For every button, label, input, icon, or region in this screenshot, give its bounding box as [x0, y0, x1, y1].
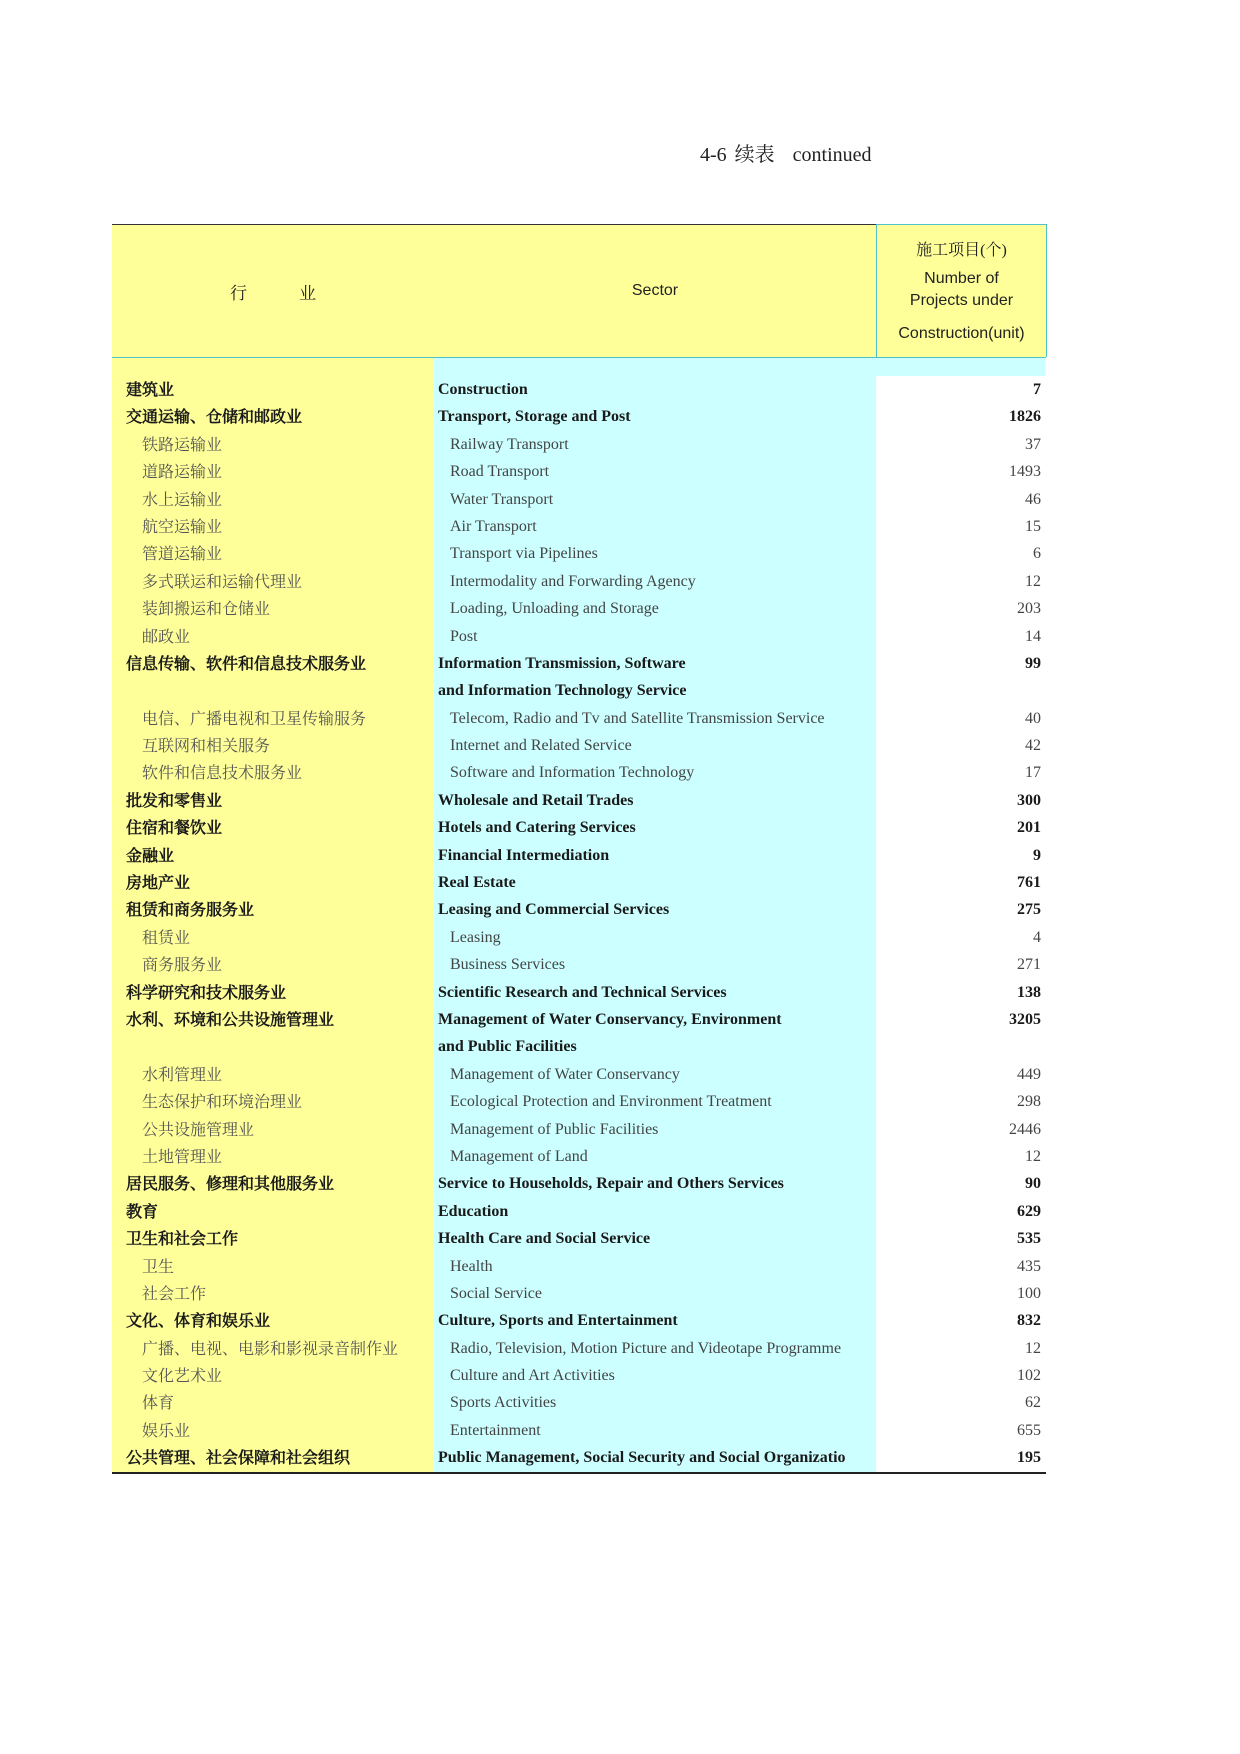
table-row — [112, 677, 1046, 704]
industry-cn-cell: 水利管理业 — [112, 1061, 434, 1088]
project-count-cell: 832 — [876, 1307, 1045, 1334]
sector-en-cell: Business Services — [434, 951, 876, 978]
table-row — [112, 896, 1046, 923]
sector-en-cell: and Information Technology Service — [434, 677, 876, 704]
sector-en-cell: Road Transport — [434, 458, 876, 485]
project-count-cell: 14 — [876, 623, 1045, 650]
industry-cn-cell: 金融业 — [112, 842, 434, 869]
project-count-cell: 203 — [876, 595, 1045, 622]
project-count-cell: 46 — [876, 486, 1045, 513]
industry-cn-cell: 装卸搬运和仓储业 — [112, 595, 434, 622]
header-value-en-line2: Projects under — [909, 291, 1014, 309]
industry-cn-cell: 多式联运和运输代理业 — [112, 568, 434, 595]
table-row — [112, 979, 1046, 1006]
project-count-cell: 42 — [876, 732, 1045, 759]
sector-en-cell: Management of Public Facilities — [434, 1116, 876, 1143]
industry-cn-cell: 卫生和社会工作 — [112, 1225, 434, 1252]
industry-cn-cell: 水利、环境和公共设施管理业 — [112, 1006, 434, 1033]
table-row — [112, 951, 1046, 978]
industry-cn-cell: 电信、广播电视和卫星传输服务 — [112, 705, 434, 732]
industry-cn-cell: 生态保护和环境治理业 — [112, 1088, 434, 1115]
table-row — [112, 431, 1046, 458]
table-row — [112, 1225, 1046, 1252]
industry-cn-cell: 批发和零售业 — [112, 787, 434, 814]
project-count-cell: 40 — [876, 705, 1045, 732]
table-row — [112, 759, 1046, 786]
table-body — [112, 376, 1046, 1474]
table-row — [112, 650, 1046, 677]
table-row — [112, 376, 1046, 403]
header-industry-cn — [112, 225, 434, 357]
table-row — [112, 1198, 1046, 1225]
sector-en-cell: Entertainment — [434, 1417, 876, 1444]
industry-cn-cell: 文化、体育和娱乐业 — [112, 1307, 434, 1334]
project-count-cell: 761 — [876, 869, 1045, 896]
table-row — [112, 787, 1046, 814]
project-count-cell: 629 — [876, 1198, 1045, 1225]
sector-en-cell: and Public Facilities — [434, 1033, 876, 1060]
project-count-cell: 99 — [876, 650, 1045, 677]
sector-en-cell: Software and Information Technology — [434, 759, 876, 786]
sector-en-cell: Real Estate — [434, 869, 876, 896]
table-row — [112, 869, 1046, 896]
header-value-en-line3: Construction(unit) — [898, 324, 1025, 342]
header-value-cn: 施工项目(个) — [916, 241, 1007, 259]
sector-en-cell: Leasing and Commercial Services — [434, 896, 876, 923]
table-row — [112, 842, 1046, 869]
industry-cn-cell: 公共设施管理业 — [112, 1116, 434, 1143]
table-row — [112, 814, 1046, 841]
industry-cn-cell: 互联网和相关服务 — [112, 732, 434, 759]
table-row — [112, 1143, 1046, 1170]
sector-en-cell: Air Transport — [434, 513, 876, 540]
project-count-cell: 1493 — [876, 458, 1045, 485]
industry-cn-cell: 航空运输业 — [112, 513, 434, 540]
sector-en-cell: Wholesale and Retail Trades — [434, 787, 876, 814]
table-row — [112, 1417, 1046, 1444]
sector-en-cell: Leasing — [434, 924, 876, 951]
table-row — [112, 1006, 1046, 1033]
table-row — [112, 568, 1046, 595]
project-count-cell: 298 — [876, 1088, 1045, 1115]
industry-cn-cell: 科学研究和技术服务业 — [112, 979, 434, 1006]
table-row — [112, 1033, 1046, 1060]
table-row — [112, 513, 1046, 540]
industry-cn-cell — [112, 677, 434, 704]
sector-en-cell: Public Management, Social Security and Social Organizatio — [434, 1444, 876, 1471]
project-count-cell: 37 — [876, 431, 1045, 458]
table-row — [112, 486, 1046, 513]
header-industry-char-2: 业 — [299, 283, 316, 303]
statistics-table — [112, 224, 1046, 1474]
project-count-cell: 271 — [876, 951, 1045, 978]
project-count-cell: 62 — [876, 1389, 1045, 1416]
sector-en-cell: Health — [434, 1253, 876, 1280]
industry-cn-cell: 土地管理业 — [112, 1143, 434, 1170]
project-count-cell: 449 — [876, 1061, 1045, 1088]
table-row — [112, 924, 1046, 951]
project-count-cell: 15 — [876, 513, 1045, 540]
project-count-cell: 201 — [876, 814, 1045, 841]
industry-cn-cell — [112, 1033, 434, 1060]
table-row — [112, 1362, 1046, 1389]
industry-cn-cell: 教育 — [112, 1198, 434, 1225]
table-row — [112, 595, 1046, 622]
project-count-cell — [876, 677, 1045, 704]
table-row — [112, 1061, 1046, 1088]
table-row — [112, 1280, 1046, 1307]
sector-en-cell: Sports Activities — [434, 1389, 876, 1416]
sector-en-cell: Construction — [434, 376, 876, 403]
project-count-cell: 435 — [876, 1253, 1045, 1280]
project-count-cell: 195 — [876, 1444, 1045, 1471]
sector-en-cell: Ecological Protection and Environment Treatment — [434, 1088, 876, 1115]
industry-cn-cell: 体育 — [112, 1389, 434, 1416]
project-count-cell: 138 — [876, 979, 1045, 1006]
sector-en-cell: Financial Intermediation — [434, 842, 876, 869]
industry-cn-cell: 住宿和餐饮业 — [112, 814, 434, 841]
industry-cn-cell: 铁路运输业 — [112, 431, 434, 458]
industry-cn-cell: 商务服务业 — [112, 951, 434, 978]
industry-cn-cell: 建筑业 — [112, 376, 434, 403]
sector-en-cell: Intermodality and Forwarding Agency — [434, 568, 876, 595]
table-row — [112, 403, 1046, 430]
table-row — [112, 1444, 1046, 1471]
table-row — [112, 1307, 1046, 1334]
industry-cn-cell: 信息传输、软件和信息技术服务业 — [112, 650, 434, 677]
project-count-cell: 535 — [876, 1225, 1045, 1252]
table-row — [112, 540, 1046, 567]
industry-cn-cell: 文化艺术业 — [112, 1362, 434, 1389]
industry-cn-cell: 水上运输业 — [112, 486, 434, 513]
sector-en-cell: Telecom, Radio and Tv and Satellite Transmission Service — [434, 705, 876, 732]
header-spacer — [112, 358, 1046, 376]
sector-en-cell: Health Care and Social Service — [434, 1225, 876, 1252]
project-count-cell — [876, 1033, 1045, 1060]
industry-cn-cell: 房地产业 — [112, 869, 434, 896]
project-count-cell: 102 — [876, 1362, 1045, 1389]
industry-cn-cell: 卫生 — [112, 1253, 434, 1280]
sector-en-cell: Service to Households, Repair and Others Services — [434, 1170, 876, 1197]
table-row — [112, 705, 1046, 732]
sector-en-cell: Culture, Sports and Entertainment — [434, 1307, 876, 1334]
sector-en-cell: Education — [434, 1198, 876, 1225]
industry-cn-cell: 广播、电视、电影和影视录音制作业 — [112, 1335, 434, 1362]
sector-en-cell: Transport via Pipelines — [434, 540, 876, 567]
project-count-cell: 9 — [876, 842, 1045, 869]
table-row — [112, 1170, 1046, 1197]
table-title-en: continued — [792, 144, 872, 166]
industry-cn-cell: 交通运输、仓储和邮政业 — [112, 403, 434, 430]
table-title — [700, 138, 872, 167]
sector-en-cell: Scientific Research and Technical Services — [434, 979, 876, 1006]
sector-en-cell: Radio, Television, Motion Picture and Videotape Programme — [434, 1335, 876, 1362]
project-count-cell: 300 — [876, 787, 1045, 814]
project-count-cell: 90 — [876, 1170, 1045, 1197]
sector-en-cell: Management of Water Conservancy — [434, 1061, 876, 1088]
table-row — [112, 1088, 1046, 1115]
industry-cn-cell: 道路运输业 — [112, 458, 434, 485]
project-count-cell: 6 — [876, 540, 1045, 567]
sector-en-cell: Information Transmission, Software — [434, 650, 876, 677]
project-count-cell: 655 — [876, 1417, 1045, 1444]
industry-cn-cell: 管道运输业 — [112, 540, 434, 567]
table-row — [112, 1116, 1046, 1143]
sector-en-cell: Management of Land — [434, 1143, 876, 1170]
project-count-cell: 4 — [876, 924, 1045, 951]
industry-cn-cell: 软件和信息技术服务业 — [112, 759, 434, 786]
sector-en-cell: Loading, Unloading and Storage — [434, 595, 876, 622]
table-number: 4-6 — [700, 144, 727, 166]
project-count-cell: 12 — [876, 1143, 1045, 1170]
table-header — [112, 224, 1046, 358]
sector-en-cell: Railway Transport — [434, 431, 876, 458]
industry-cn-cell: 社会工作 — [112, 1280, 434, 1307]
sector-en-cell: Internet and Related Service — [434, 732, 876, 759]
project-count-cell: 12 — [876, 568, 1045, 595]
industry-cn-cell: 公共管理、社会保障和社会组织 — [112, 1444, 434, 1471]
project-count-cell: 1826 — [876, 403, 1045, 430]
industry-cn-cell: 租赁和商务服务业 — [112, 896, 434, 923]
table-row — [112, 623, 1046, 650]
table-row — [112, 1253, 1046, 1280]
sector-en-cell: Culture and Art Activities — [434, 1362, 876, 1389]
industry-cn-cell: 娱乐业 — [112, 1417, 434, 1444]
project-count-cell: 17 — [876, 759, 1045, 786]
sector-en-cell: Management of Water Conservancy, Environment — [434, 1006, 876, 1033]
table-row — [112, 458, 1046, 485]
header-industry-char-1: 行 — [230, 283, 247, 303]
header-value-column — [876, 224, 1047, 357]
header-value-en-line1: Number of — [924, 269, 999, 287]
header-sector: Sector — [631, 282, 679, 299]
industry-cn-cell: 居民服务、修理和其他服务业 — [112, 1170, 434, 1197]
project-count-cell: 12 — [876, 1335, 1045, 1362]
project-count-cell: 2446 — [876, 1116, 1045, 1143]
table-row — [112, 732, 1046, 759]
table-row — [112, 1335, 1046, 1362]
project-count-cell: 7 — [876, 376, 1045, 403]
table-row — [112, 1389, 1046, 1416]
sector-en-cell: Social Service — [434, 1280, 876, 1307]
project-count-cell: 275 — [876, 896, 1045, 923]
industry-cn-cell: 租赁业 — [112, 924, 434, 951]
sector-en-cell: Hotels and Catering Services — [434, 814, 876, 841]
table-title-cn: 续表 — [734, 144, 775, 166]
sector-en-cell: Water Transport — [434, 486, 876, 513]
project-count-cell: 3205 — [876, 1006, 1045, 1033]
industry-cn-cell: 邮政业 — [112, 623, 434, 650]
sector-en-cell: Post — [434, 623, 876, 650]
sector-en-cell: Transport, Storage and Post — [434, 403, 876, 430]
project-count-cell: 100 — [876, 1280, 1045, 1307]
